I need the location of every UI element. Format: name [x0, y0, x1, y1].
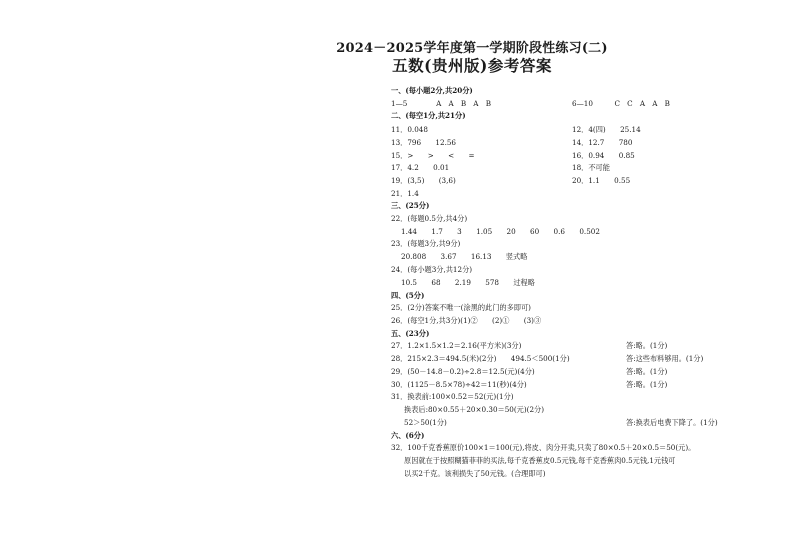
document-title: 2024－2025学年度第一学期阶段性练习(二) — [336, 41, 608, 56]
answer-q30: 30．(1125－8.5×78)÷42＝11(秒)(4分) — [391, 380, 527, 389]
answer-q11: 11．0.048 — [391, 125, 428, 134]
answer-q20: 20．1.1 0.55 — [572, 176, 631, 185]
answer-q25: 25．(2分)答案不唯一(涂黑的此门的多即可) — [391, 303, 531, 312]
section-1-header: 一、(每小题2分,共20分) — [391, 86, 473, 95]
section-6-header: 六、(6分) — [391, 431, 425, 440]
answer-q26: 26．(每空1分,共3分)(1)② (2)① (3)③ — [391, 316, 542, 325]
answer-q18: 18．不可能 — [572, 163, 610, 172]
answer-q6-10: 6—10 C C A A B — [572, 99, 670, 108]
answer-q27-reply: 答:略。(1分) — [626, 341, 668, 350]
answer-q32-line1: 32．100千克香蕉原价100×1＝100(元),将皮、肉分开卖,只卖了80×0.5＋20×0.5＝50(元)。 — [391, 443, 696, 452]
answer-q29: 29．(50－14.8－0.2)÷2.8＝12.5(元)(4分) — [391, 367, 535, 376]
answer-q27: 27．1.2×1.5×1.2＝2.16(平方米)(3分) — [391, 341, 522, 350]
answer-q15: 15．> > < = — [391, 151, 475, 160]
answer-q14: 14．12.7 780 — [572, 138, 633, 147]
answer-q31-compare: 52＞50(1分) — [404, 418, 447, 427]
answer-q22: 1.44 1.7 3 1.05 20 60 0.6 0.502 — [401, 227, 600, 236]
answer-q31-before: 31．换表前:100×0.52＝52(元)(1分) — [391, 392, 514, 401]
answer-q32-line3: 以买2千克。该利损失了50元钱。(合理即可) — [404, 469, 546, 478]
answer-q17: 17．4.2 0.01 — [391, 163, 450, 172]
answer-q32-line2: 原因就在于按照糊猫菲菲的买法,每千克香蕉皮0.5元钱,每千克香蕉肉0.5元钱,1元钱可 — [404, 456, 676, 465]
answer-q28-reply: 答:这些布料够用。(1分) — [626, 354, 704, 363]
answer-q23-note: 23．(每题3分,共9分) — [391, 239, 461, 248]
answer-q30-reply: 答:略。(1分) — [626, 380, 668, 389]
answer-q21: 21．1.4 — [391, 189, 419, 198]
answer-q1-5: 1—5 A A B A B — [391, 99, 491, 108]
answer-q12: 12．4(四) 25.14 — [572, 125, 641, 134]
answer-q16: 16．0.94 0.85 — [572, 151, 635, 160]
section-4-header: 四、(5分) — [391, 291, 425, 300]
answer-q29-reply: 答:略。(1分) — [626, 367, 668, 376]
section-3-header: 三、(25分) — [391, 201, 430, 210]
answer-q23: 20.808 3.67 16.13 竖式略 — [401, 252, 528, 261]
answer-q31-reply: 答:换表后电费下降了。(1分) — [626, 418, 718, 427]
section-5-header: 五、(23分) — [391, 329, 430, 338]
answer-q28: 28．215×2.3＝494.5(米)(2分) 494.5＜500(1分) — [391, 354, 570, 363]
answer-q22-note: 22．(每题0.5分,共4分) — [391, 214, 468, 223]
answer-q24: 10.5 68 2.19 578 过程略 — [401, 278, 535, 287]
answer-q24-note: 24．(每小题3分,共12分) — [391, 265, 473, 274]
answer-q31-after: 换表后:80×0.55＋20×0.30＝50(元)(2分) — [404, 405, 545, 414]
section-2-header: 二、(每空1分,共21分) — [391, 111, 466, 120]
answer-q13: 13．796 12.56 — [391, 138, 457, 147]
answer-q19: 19．(3,5) (3,6) — [391, 176, 456, 185]
document-subtitle: 五数(贵州版)参考答案 — [392, 56, 552, 75]
